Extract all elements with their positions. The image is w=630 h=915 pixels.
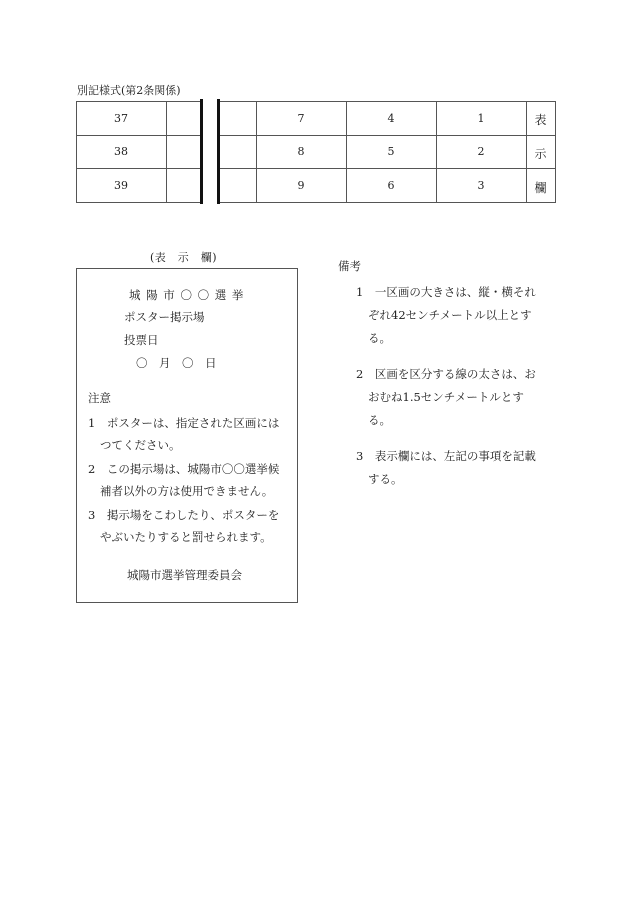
grid-cell: 8 [297,145,305,158]
grid-line-v0 [76,101,77,202]
notes-heading: 注意 [88,391,111,405]
grid-line-bottom [76,202,556,203]
grid-line-v6 [555,101,556,202]
note-line: やぶいたりすると罰せられます。 [100,530,272,544]
form-title: 別記様式(第2条関係) [77,84,181,97]
grid-divider-right [217,99,220,204]
voting-date: 〇 月 〇 日 [136,356,217,370]
grid-line-row1 [76,135,556,136]
note-line: 2 この掲示場は、城陽市〇〇選挙候 [88,462,280,476]
grid-cell: 4 [387,112,395,125]
grid-cell: 38 [114,145,128,158]
display-label-char: 欄 [534,181,547,195]
grid-cell: 39 [114,179,128,192]
voting-day-label: 投票日 [124,333,159,347]
grid-line-v2 [256,101,257,202]
notice-box [76,268,298,603]
remark-line: 1 一区画の大きさは、縦・横それ [356,285,536,299]
remark-line: する。 [368,472,403,486]
display-label-char: 示 [534,147,547,161]
grid-cell: 37 [114,112,128,125]
remark-line: 3 表示欄には、左記の事項を記載 [356,449,536,463]
note-line: 3 掲示場をこわしたり、ポスターを [88,508,280,522]
remark-line: 2 区画を区分する線の太さは、お [356,367,536,381]
grid-cell: 6 [387,179,395,192]
note-line: 補者以外の方は使用できません。 [100,484,274,498]
grid-gap [203,100,217,204]
board-name: ポスター掲示場 [124,310,205,324]
issuer-name: 城陽市選挙管理委員会 [127,568,242,582]
election-title: 城 陽 市 〇 〇 選 挙 [129,288,245,302]
grid-line-top [76,101,556,102]
grid-line-v3 [346,101,347,202]
grid-cell: 7 [297,112,305,125]
note-line: 1 ポスターは、指定された区画には [88,416,280,430]
grid-cell: 9 [297,179,305,192]
remark-line: る。 [368,413,391,427]
remark-line: おむね1.5センチメートルとす [368,390,524,404]
note-line: つてください。 [100,438,181,452]
remark-line: ぞれ42センチメートル以上とす [368,308,532,322]
grid-line-v4 [436,101,437,202]
display-box-caption: (表 示 欄) [150,251,218,264]
grid-cell: 5 [387,145,395,158]
remarks-title: 備考 [338,259,361,273]
grid-cell: 2 [477,145,485,158]
grid-line-v1 [166,101,167,202]
grid-cell: 3 [477,179,485,192]
grid-line-row2 [76,168,556,169]
remark-line: る。 [368,331,391,345]
grid-cell: 1 [477,112,485,125]
display-label-char: 表 [534,113,547,127]
